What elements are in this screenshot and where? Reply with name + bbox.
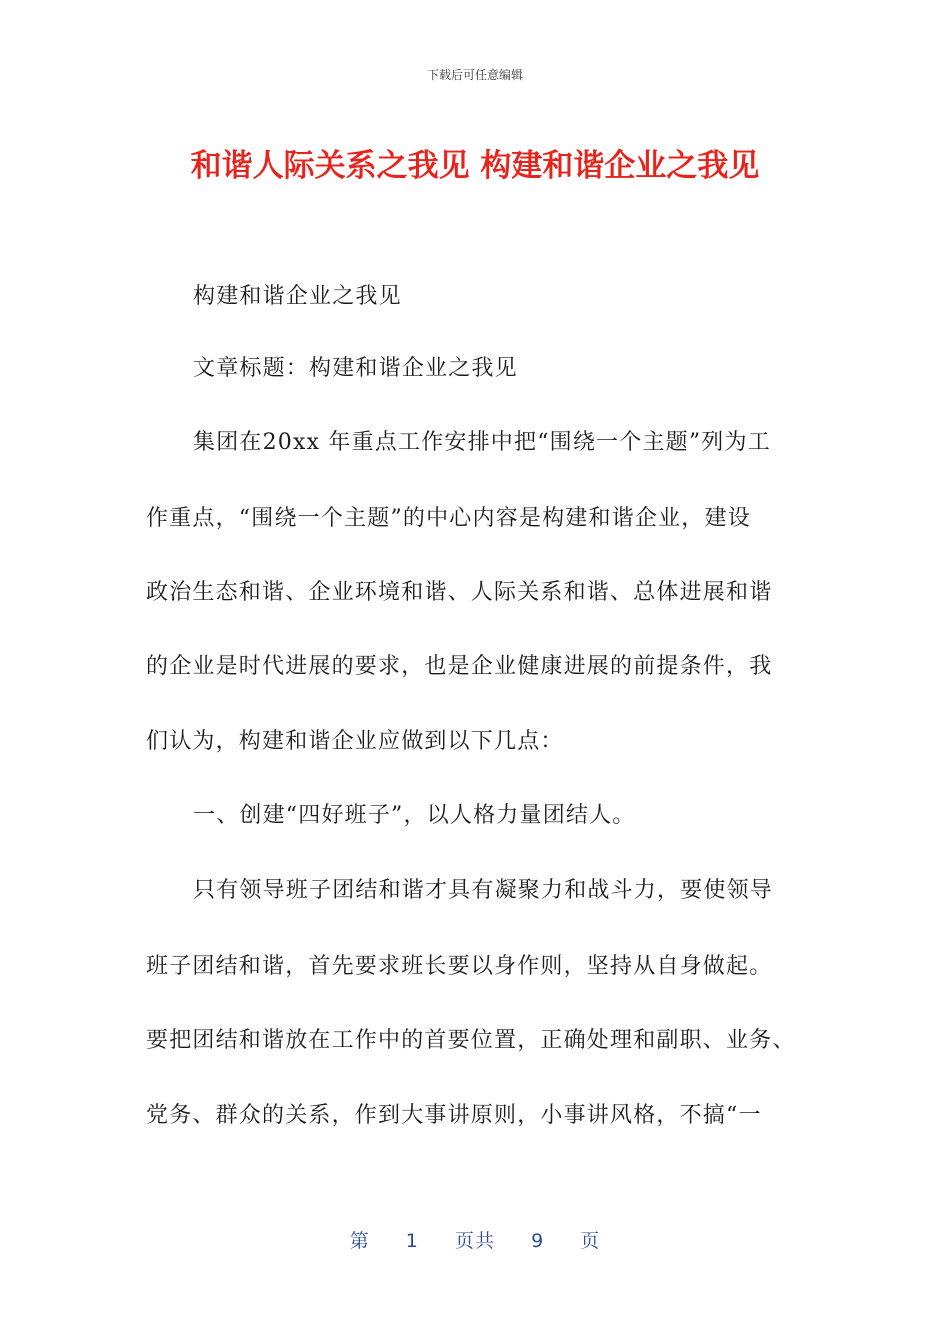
header-note: 下载后可任意编辑 <box>426 68 523 82</box>
page-label-prefix: 第 <box>349 1230 370 1252</box>
body-line: 要把团结和谐放在工作中的首要位置，正确处理和副职、业务、 <box>146 1028 796 1053</box>
body-line: 集团在20xx 年重点工作安排中把“围绕一个主题”列为工 <box>193 430 771 455</box>
page-footer <box>0 1226 950 1253</box>
current-page-number: 1 <box>405 1230 419 1252</box>
body-line: 作重点，“围绕一个主题”的中心内容是构建和谐企业，建设 <box>146 506 751 531</box>
body-line: 党务、群众的关系，作到大事讲原则，小事讲风格，不搞“一 <box>146 1103 762 1128</box>
body-line: 文章标题：构建和谐企业之我见 <box>193 356 518 381</box>
body-line: 只有领导班子团结和谐才具有凝聚力和战斗力，要使领导 <box>193 878 774 903</box>
document-title: 和谐人际关系之我见 构建和谐企业之我见 <box>190 148 760 184</box>
total-pages-number: 9 <box>531 1230 545 1252</box>
page-label-mid: 页共 <box>454 1230 495 1252</box>
page-label-suffix: 页 <box>580 1230 601 1252</box>
body-line: 班子团结和谐，首先要求班长要以身作则，坚持从自身做起。 <box>146 954 773 979</box>
body-line: 一、创建“四好班子”，以人格力量团结人。 <box>193 803 636 828</box>
body-line: 们认为，构建和谐企业应做到以下几点： <box>146 729 564 754</box>
body-line: 政治生态和谐、企业环境和谐、人际关系和谐、总体进展和谐 <box>146 580 773 605</box>
body-line: 的企业是时代进展的要求，也是企业健康进展的前提条件，我 <box>146 654 773 679</box>
body-line: 构建和谐企业之我见 <box>193 284 402 309</box>
